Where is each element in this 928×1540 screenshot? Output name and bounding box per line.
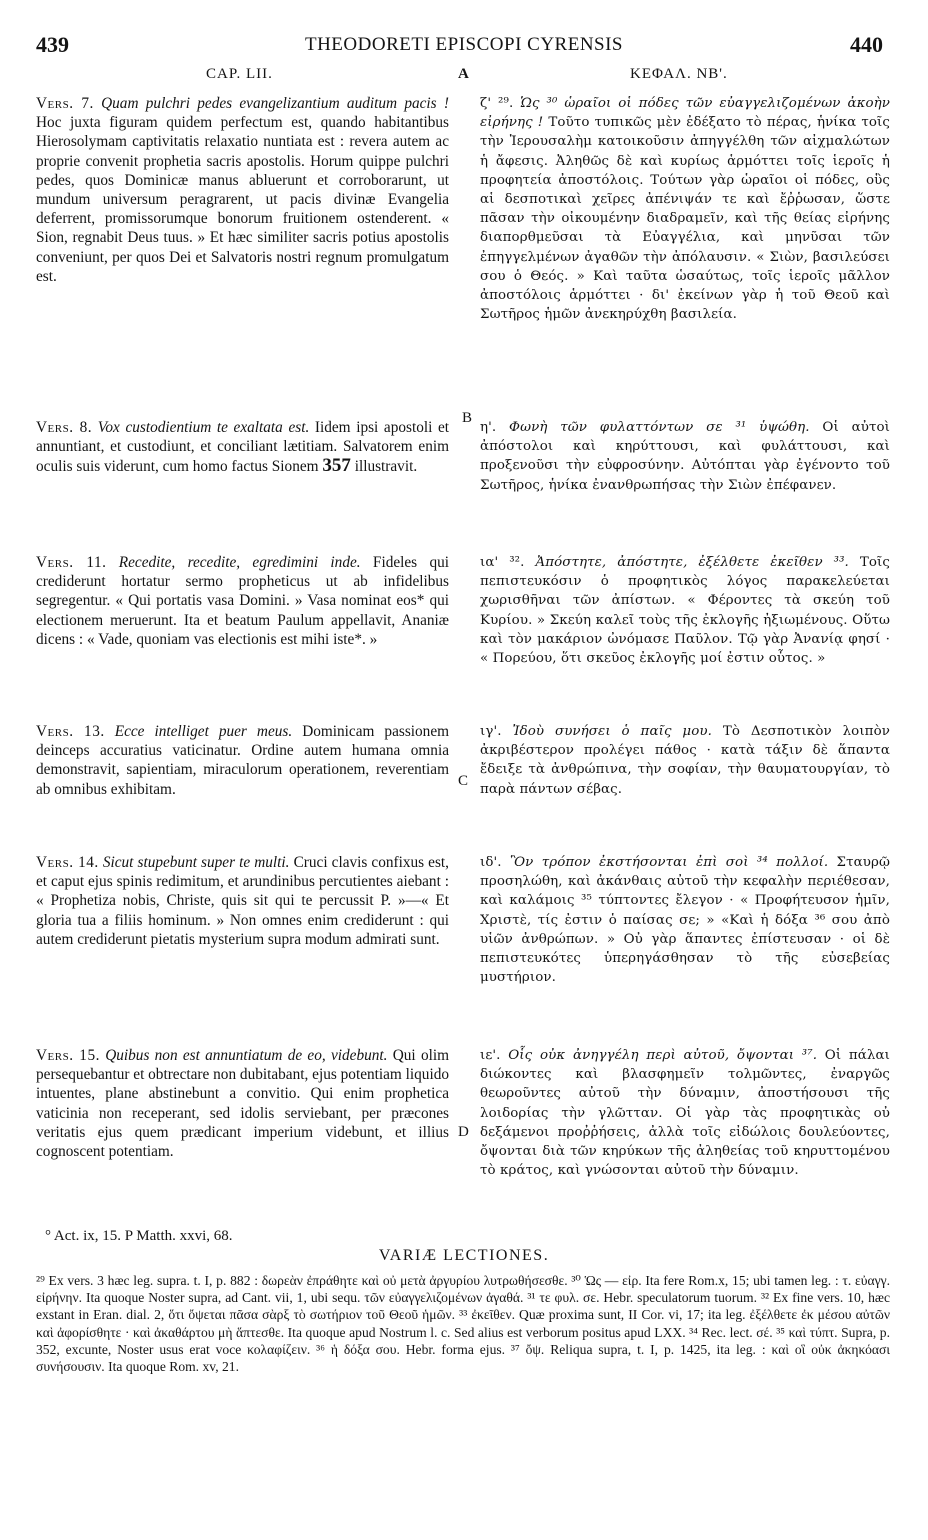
verse-commentary: Τοῖς πεπιστευκόσιν ὁ προφητικὸς λόγος παρακελεύεται χωρισθῆναι τῶν ἀπίστων. « Φέροντες τὰ σκεύη τοῦ Κυρίου. » Σκεύη καλεῖ τοὺς τῆς ἐκλογῆς ἠξιωμένους. Οὕτω καὶ τὸν μακάριον ὠνόμασε Παῦλον. Τῷ γὰρ Ἀνανίᾳ φησί · « Πορεύου, ὅτι σκεῦος ἐκλογῆς μοί ἐστιν οὗτος. » <box>480 555 890 667</box>
latin-verse-15 <box>36 1046 449 1161</box>
latin-verse-7 <box>36 94 449 286</box>
verse-commentary: Dominicam passionem deinceps accuratius vaticinatur. Ordine autem humana omnia demonstravit, sapientiam, miraculorum operationem, reverentiam ab omnibus exhibitam. <box>36 723 450 798</box>
greek-verse-15 <box>480 1046 890 1180</box>
verse-commentary: Οἱ αὐτοὶ ἀπόστολοι καὶ κηρύττουσι, καὶ φυλάττουσι, καὶ προξενοῦσι τὴν εὐφροσύνην. Αὐτόπται γὰρ ἐγένοντο τοῦ Σωτῆρος, ἡνίκα ἐνανθρωπήσας τὴν Σιὼν ἐπέφανεν. <box>480 420 891 493</box>
margin-letter-a: A <box>458 66 469 82</box>
verse-number: Vers. 7. <box>36 95 94 112</box>
verse-number: ια' ³². <box>480 555 525 570</box>
verse-lemma: Ἰδοὺ συνήσει ὁ παῖς μου. <box>512 724 712 739</box>
greek-verse-7 <box>480 94 890 324</box>
chapter-latin: CAP. LII. <box>206 66 273 82</box>
verse-lemma: Recedite, recedite, egredimini inde. <box>118 554 361 571</box>
margin-letter-b: B <box>462 410 473 426</box>
greek-verse-11 <box>480 553 890 668</box>
verse-number: Vers. 11. <box>36 554 107 571</box>
verse-lemma: Quibus non est annuntiatum de eo, videbunt. <box>105 1047 388 1064</box>
latin-verse-13 <box>36 722 449 799</box>
verse-number: ζ' ²⁹. <box>480 96 514 111</box>
verse-lemma: Vox custodientium te exaltata est. <box>97 419 310 436</box>
variae-lectiones-text: ²⁹ Ex vers. 3 hæc leg. supra. t. I, p. 882 : δωρεὰν ἐπράθητε καὶ οὐ μετὰ ἀργυρίου λυτρωθήσεσθε. ³⁰ Ὡς — εἰρ. Ita fere Rom.x, 15; ubi tamen leg. : τ. εὐαγγ. εἰρήνην. Ita quoque Noster supra, ad Cant. vii, 1, ubi sequ. τῶν εὐαγγελιζομένων ἀγαθά. ³¹ τε φυλ. σε. Hebr. speculatorum tuorum. ³² Ex fine vers. 10, hæc exstant in Eran. dial. 2, ὅτι ὄψεται πᾶσα σὰρξ τὸ σωτήριον τοῦ Θεοῦ ἡμῶν. ³³ ἐκεῖθεν. Quæ proxima sunt, II Cor. vi, 17; ita leg. ἐξέλθετε ἐκ μέσου αὐτῶν καὶ ἀφορίσθητε · καὶ ἀκαθάρτου μὴ ἅπτεσθε. Ita quoque apud Nostrum l. c. Sed alius est verborum positus apud LXX. ³⁴ Rec. lect. σέ. ³⁵ καὶ τύπτ. Supra, p. 352, excunte, Noster usus erat voce κολαφίζειν. ³⁶ ἡ δόξα σου. Hebr. forma ejus. ³⁷ ὄψ. Reliqua supra, t. I, p. 1425, ita leg. : καὶ οἳ οὐκ ἀκηκόασι συνήσουσιν. Ita quoque Rom. xv, 21. <box>36 1273 890 1375</box>
verse-commentary: Τοῦτο τυπικῶς μὲν ἐδέξατο τὸ πέρας, ἡνίκα τοῖς τὴν Ἱερουσαλὴμ κατοικοῦσιν ἀπηγγέλθη τῶν αἰχμαλώτων ἡ ἄφεσις. Ἀληθῶς δὲ καὶ κυρίως ἁρμόττει τοῖς ἱεροῖς ἡ προφητεία ἀποστόλοις. Τούτων γὰρ ὡραῖοι οἱ πόδες, οὓς αἱ δεσποτικαὶ χεῖρες ἀπένιψάν τε καὶ ἔῤῥωσαν, ὥστε πᾶσαν τὴν οἰκουμένην διαδραμεῖν, καὶ τῆς θείας εἰρήνης διαπορθμεῦσαι τὰ Εὐαγγέλια, καὶ μηνῦσαι τῶν ἐπηγγελμένων ἀγαθῶν τὴν ἀπόλαυσιν. « Σιὼν, βασιλεύσει σου ὁ Θεός. » Καὶ ταῦτα ὡσαύτως, τοῖς ἱεροῖς μᾶλλον ἀποστόλοις ἁρμόττει · δι' ἐκείνων γὰρ ἡ τοῦ Θεοῦ καὶ Σωτῆρος ἡμῶν ἀνεκηρύχθη βασιλεία. <box>480 115 890 323</box>
verse-commentary-end: illustravit. <box>350 458 418 476</box>
page-number-left: 439 <box>36 32 69 57</box>
verse-commentary: Hoc juxta figuram quidem perfectum est, quando habitantibus Hierosolymam captivitatis relaxatio nuntiata est : revera autem ac proprie convenit prophetia sacris apostolis. Horum quippe pulchri pedes, quos Dominicæ manus abluerunt et corroborarunt, ut mundum universum peragrarent, ut pacis divinæ Evangelia deferrent, promissorumque bonorum fruitionem ostenderent. « Sion, regnabit Deus tuus. » Et hæc similiter sacris potius apostolis conveniunt, per quos Dei et Salvatoris nostri regnum promulgatum est. <box>36 114 449 285</box>
verse-commentary: Οἱ πάλαι διώκοντες καὶ βλασφημεῖν τολμῶντες, ἐναργῶς θεωροῦντες αὐτοῦ τὴν δύναμιν, ἀποστήσουσι τῆς λοιδορίας τὴν γλῶτταν. Οἱ γὰρ τὰς προφητικὰς οὐ δεξάμενοι προῤῥήσεις, ἀλλὰ τοῖς εἰδώλοις δουλεύοντες, ὄψονται διὰ τῶν κηρύκων τῆς ἀληθείας τοῦ κηρυττομένου τὸ κράτος, καὶ γνώσονται αὐτοῦ τὴν δύναμιν. <box>480 1048 891 1179</box>
verse-lemma: Ecce intelliget puer meus. <box>114 723 293 740</box>
greek-verse-14 <box>480 853 890 987</box>
greek-verse-8 <box>480 418 890 495</box>
verse-number: Vers. 13. <box>36 723 105 740</box>
running-title: THEODORETI EPISCOPI CYRENSIS <box>304 34 624 55</box>
verse-commentary: Qui olim persequebantur et obtrectare non dubitabant, ejus potentiam liquido intuentes, plane abstinebunt a convitio. Qui enim prophetica vaticinia non receperant, sed idolis serviebant, per præcones veritatis ejus quem prædicant imperium videbunt, et illius cognoscent potentiam. <box>36 1047 449 1161</box>
verse-lemma: Οἷς οὐκ ἀνηγγέλη περὶ αὐτοῦ, ὄψονται ³⁷. <box>508 1048 818 1063</box>
margin-letter-c: C <box>458 773 469 789</box>
verse-commentary: Cruci clavis confixus est, et caput ejus spinis redimitum, et arundinibus percutientes aiebant : « Prophetiza nobis, Christe, quis sit qui te percussit P. »—« Et gloria tua a filiis hominum. » Non omnes enim crediderunt : qui autem crediderunt pietatis mysterium supra modum admirati sunt. <box>36 854 449 948</box>
variae-lectiones-title: VARIÆ LECTIONES. <box>378 1247 550 1264</box>
verse-number: Vers. 14. <box>36 854 99 871</box>
verse-number: Vers. 8. <box>36 419 93 436</box>
margin-letter-d: D <box>458 1124 469 1140</box>
verse-number: Vers. 15. <box>36 1047 100 1064</box>
verse-lemma: Ὡς ³⁰ ὡραῖοι οἱ πόδες τῶν εὐαγγελιζομένων ἀκοὴν εἰρήνης ! <box>480 96 890 131</box>
verse-number: ιγ'. <box>480 724 502 739</box>
verse-number: ιε'. <box>480 1048 501 1063</box>
verse-lemma: Ἀπόστητε, ἀπόστητε, ἐξέλθετε ἐκεῖθεν ³³. <box>535 555 849 570</box>
verse-lemma: Ὃν τρόπον ἐκστήσονται ἐπὶ σοὶ ³⁴ πολλοί. <box>509 855 829 870</box>
verse-number: ιδ'. <box>480 855 502 870</box>
verse-number: η'. <box>480 420 497 435</box>
latin-verse-8 <box>36 418 449 477</box>
chapter-greek: ΚΕΦΑΛ. ΝΒ'. <box>630 66 728 82</box>
edition-page-number: 357 <box>322 455 351 477</box>
footnotes: ° Act. ix, 15. P Matth. xxvi, 68. <box>45 1228 233 1244</box>
verse-lemma: Sicut stupebunt super te multi. <box>102 854 290 871</box>
greek-verse-13 <box>480 722 890 799</box>
latin-verse-11 <box>36 553 449 649</box>
verse-commentary: Fideles qui crediderunt hortatur sermo propheticus ut ab infidelibus segregentur. « Qui portatis vasa Domini. » Vasa nominat eos* qui electionem meruerunt. Ita et beatum Paulum appellavit, Ananiæ dicens : « Vade, quoniam vas electionis est mihi iste*. » <box>36 554 449 648</box>
latin-verse-14 <box>36 853 449 949</box>
page-number-right: 440 <box>850 32 883 57</box>
verse-commentary: Iidem ipsi apostoli et annuntiant, et custodiunt, et conciliant lætitiam. Salvatorem enim oculis suis viderunt, cum homo factus Sionem <box>36 419 450 476</box>
verse-lemma: Quam pulchri pedes evangelizantium auditum pacis ! <box>101 95 450 112</box>
verse-commentary: Τὸ Δεσποτικὸν λοιπὸν ἀκριβέστερον προλέγει πάθος · κατὰ τάξιν δὲ ἅπαντα ἔδειξε τὰ ἀνθρώπινα, τὴν σοφίαν, τὴν θαυματουργίαν, τὸ παρὰ πάντων σέβας. <box>480 724 890 797</box>
verse-commentary: Σταυρῷ προσηλώθη, καὶ ἀκάνθαις αὐτοῦ τὴν κεφαλὴν περιέθεσαν, καὶ καλάμοις ³⁵ τύπτοντες ἔλεγον · « Προφήτευσον ἡμῖν, Χριστὲ, τίς ἐστιν ὁ παίσας σε; » «Καὶ ἡ δόξα ³⁶ σου ἀπὸ υἱῶν ἀνθρώπων. » Οὐ γὰρ ἅπαντες ἐπίστευσαν · οἱ δὲ πεπιστευκότες ὑπερηγάσθησαν τὸ τῆς εὐσεβείας μυστήριον. <box>480 855 890 986</box>
verse-lemma: Φωνὴ τῶν φυλαττόντων σε ³¹ ὑψώθη. <box>509 420 810 435</box>
